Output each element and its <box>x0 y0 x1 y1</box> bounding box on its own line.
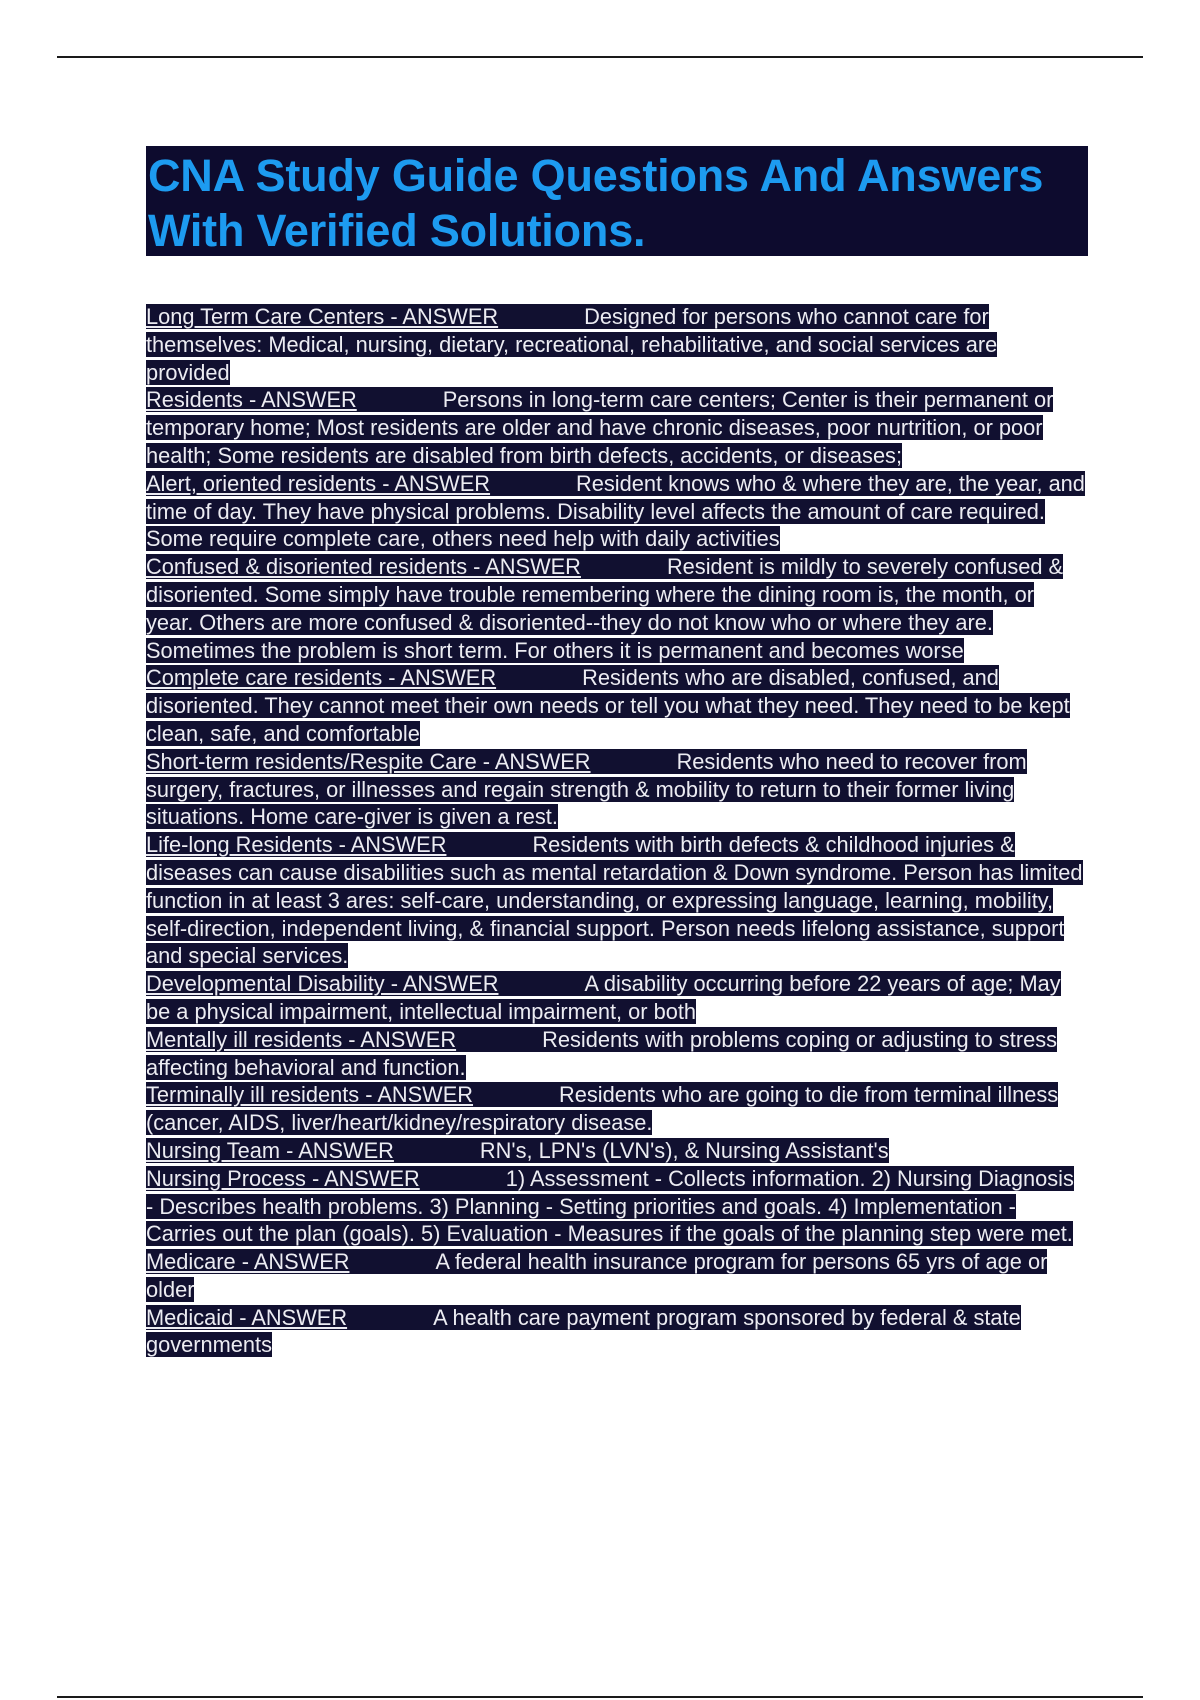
qa-definition: Designed for persons who cannot care for themselves: Medical, nursing, dietary, recreational, rehabilitative, and social services are provided <box>146 304 998 385</box>
qa-definition: A disability occurring before 22 years of age; May be a physical impairment, intellectual impairment, or both <box>146 971 1061 1024</box>
qa-entry-highlight <box>146 1249 1047 1302</box>
qa-term: Nursing Team - ANSWER <box>146 1137 394 1163</box>
qa-entry-highlight <box>146 471 1085 552</box>
qa-definition: Residents who are disabled, confused, and disoriented. They cannot meet their own needs or tell you what they need. They need to be kept clean, safe, and comfortable <box>146 665 1070 746</box>
qa-entry <box>146 831 1086 970</box>
qa-definition: Resident is mildly to severely confused & disoriented. Some simply have trouble remembering where the dining room is, the month, or year. Others are more confused & disoriented--they do not know who or where they are. Sometimes the problem is short term. For others it is permanent and becomes worse <box>146 554 1064 663</box>
qa-entry-highlight <box>146 1166 1074 1247</box>
qa-entry <box>146 970 1086 1026</box>
qa-term: Short-term residents/Respite Care - ANSWER <box>146 748 591 774</box>
qa-term: Long Term Care Centers - ANSWER <box>146 304 499 329</box>
qa-entry-highlight <box>146 971 1061 1024</box>
document-title: CNA Study Guide Questions And Answers With Verified Solutions. <box>148 150 1044 256</box>
qa-definition: Residents with birth defects & childhood injuries & diseases can cause disabilities such as mental retardation & Down syndrome. Person has limited function in at least 3 ares: self-care, understanding, or expressing language, learning, mobility, self-direction, independent living, & financial support. Person needs lifelong assistance, support and special services. <box>146 832 1083 969</box>
qa-definition: Residents who are going to die from terminal illness (cancer, AIDS, liver/heart/kidney/respiratory disease. <box>146 1082 1059 1136</box>
qa-entry <box>146 1137 1086 1165</box>
qa-entry-highlight <box>146 554 1063 662</box>
qa-entry-highlight <box>146 665 1070 746</box>
qa-term: Residents - ANSWER <box>146 387 357 413</box>
qa-definition: Residents with problems coping or adjusting to stress affecting behavioral and function. <box>146 1026 1057 1080</box>
qa-entry <box>146 470 1086 553</box>
bottom-rule <box>57 1696 1143 1698</box>
qa-entry-highlight <box>146 1138 889 1163</box>
qa-term: Complete care residents - ANSWER <box>146 665 497 691</box>
qa-entry-highlight <box>146 304 997 385</box>
qa-entry-highlight <box>146 1027 1057 1080</box>
qa-entry <box>146 1165 1086 1248</box>
qa-definition: A federal health insurance program for persons 65 yrs of age or older <box>146 1249 1048 1302</box>
qa-entry-highlight <box>146 1082 1058 1135</box>
qa-entry <box>146 386 1086 469</box>
qa-entry <box>146 664 1086 747</box>
qa-entry-highlight <box>146 832 1083 968</box>
qa-entry <box>146 1304 1086 1360</box>
qa-term: Terminally ill residents - ANSWER <box>146 1082 474 1108</box>
qa-entry-highlight <box>146 387 1053 468</box>
qa-definition: RN's, LPN's (LVN's), & Nursing Assistant's <box>479 1137 889 1163</box>
qa-term: Life-long Residents - ANSWER <box>146 832 447 858</box>
qa-entry <box>146 1081 1086 1137</box>
qa-entry <box>146 1026 1086 1082</box>
qa-term: Developmental Disability - ANSWER <box>146 971 499 997</box>
qa-list <box>146 303 1086 1359</box>
qa-term: Nursing Process - ANSWER <box>146 1165 420 1191</box>
qa-term: Mentally ill residents - ANSWER <box>146 1026 457 1052</box>
qa-entry <box>146 748 1086 831</box>
qa-entry <box>146 1248 1086 1304</box>
qa-entry-highlight <box>146 749 1027 830</box>
qa-term: Alert, oriented residents - ANSWER <box>146 470 491 496</box>
qa-definition: 1) Assessment - Collects information. 2) Nursing Diagnosis - Describes health problems. 3) Planning - Setting priorities and goals. 4) Implementation - Carries out the plan (goals). 5) Evaluation - Measures if the goals of the planning step were met. <box>146 1165 1074 1247</box>
top-rule <box>57 56 1143 58</box>
qa-entry <box>146 303 1086 386</box>
qa-definition: Residents who need to recover from surgery, fractures, or illnesses and regain strength & mobility to return to their former living situations. Home care-giver is given a rest. <box>146 748 1027 830</box>
qa-term: Medicare - ANSWER <box>146 1249 350 1275</box>
qa-term: Medicaid - ANSWER <box>146 1304 348 1330</box>
qa-term: Confused & disoriented residents - ANSWER <box>146 554 581 580</box>
qa-definition: Resident knows who & where they are, the year, and time of day. They have physical problems. Disability level affects the amount of care required. Some require complete care, others need help with daily activities <box>146 470 1085 552</box>
title-block <box>146 146 1088 256</box>
qa-definition: Persons in long-term care centers; Center is their permanent or temporary home; Most residents are older and have chronic diseases, poor nurtrition, or poor health; Some residents are disabled from birth defects, accidents, or diseases; <box>146 387 1054 468</box>
qa-entry <box>146 553 1086 664</box>
qa-entry-highlight <box>146 1305 1021 1358</box>
qa-definition: A health care payment program sponsored by federal & state governments <box>146 1304 1021 1358</box>
